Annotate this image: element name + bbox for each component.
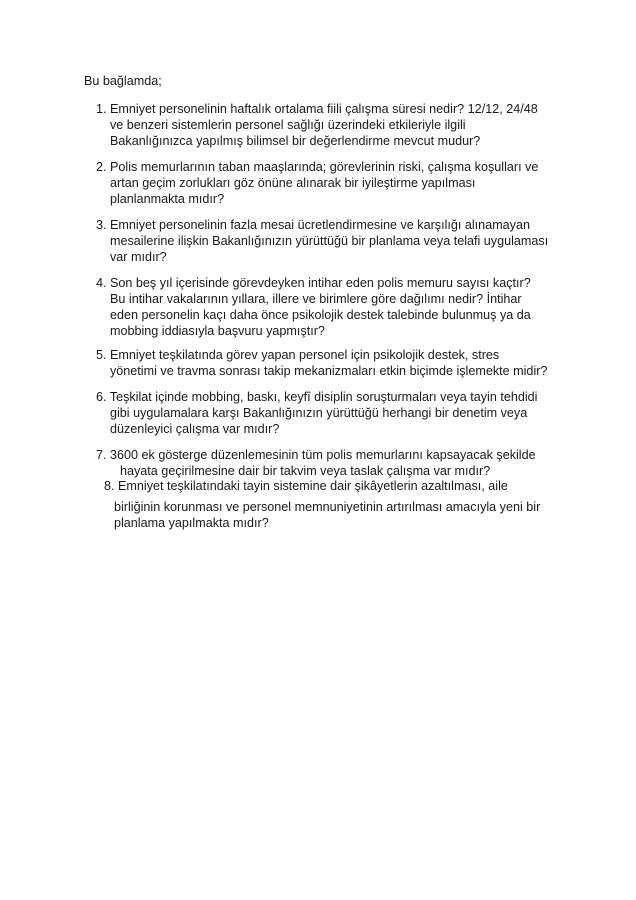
question-item-8 [104, 478, 508, 494]
question-item-4 [96, 275, 531, 339]
question-3-line-1: 3. Emniyet personelinin fazla mesai ücretlendirmesine ve karşılığı alınamayan [96, 218, 530, 232]
question-4-line-3: eden personelin kaçı daha önce psikolojik destek talebinde bulunmuş ya da [110, 308, 531, 322]
question-1-line-3: Bakanlığınızca yapılmış bilimsel bir değerlendirme mevcut mudur? [110, 134, 481, 148]
question-3-line-2: mesailerine ilişkin Bakanlığınızın yürüttüğü bir planlama veya telafi uygulaması [110, 234, 549, 248]
question-8-line-2: birliğinin korunması ve personel memnuniyetinin artırılması amacıyla yeni bir [114, 500, 541, 514]
question-7-line-1: 7. 3600 ek gösterge düzenlemesinin tüm polis memurlarını kapsayacak şekilde [96, 448, 536, 462]
question-2-line-2: artan geçim zorlukları göz önüne alınarak bir iyileştirme yapılması [110, 176, 476, 190]
question-1-line-2: ve benzeri sistemlerin personel sağlığı üzerindeki etkileriyle ilgili [110, 118, 466, 132]
question-4-line-2: Bu intihar vakalarının yıllara, illere ve birimlere göre dağılımı nedir? İntihar [110, 292, 522, 306]
question-item-3 [96, 217, 548, 265]
question-item-1 [96, 101, 538, 149]
question-3-line-3: var mıdır? [110, 250, 167, 264]
question-1-line-1: 1. Emniyet personelinin haftalık ortalama fiili çalışma süresi nedir? 12/12, 24/48 [96, 102, 538, 116]
question-item-6 [96, 389, 537, 437]
question-item-8-continuation [114, 499, 540, 531]
question-item-2 [96, 159, 538, 207]
question-item-7 [96, 447, 536, 479]
question-item-5 [96, 347, 547, 379]
question-4-line-1: 4. Son beş yıl içerisinde görevdeyken intihar eden polis memuru sayısı kaçtır? [96, 276, 531, 290]
question-5-line-2: yönetimi ve travma sonrası takip mekanizmaları etkin biçimde işlemekte midir? [110, 364, 548, 378]
question-6-line-1: 6. Teşkilat içinde mobbing, baskı, keyfî disiplin soruşturmaları veya tayin tehdidi [96, 390, 538, 404]
question-8-line-3: planlama yapılmakta mıdır? [114, 516, 269, 530]
question-8-line-1: 8. Emniyet teşkilatındaki tayin sistemine dair şikâyetlerin azaltılması, aile [104, 479, 508, 493]
question-6-line-2: gibi uygulamalara karşı Bakanlığınızın yürüttüğü herhangi bir denetim veya [110, 406, 528, 420]
question-2-line-1: 2. Polis memurlarının taban maaşlarında; görevlerinin riski, çalışma koşulları ve [96, 160, 539, 174]
question-4-line-4: mobbing iddiasıyla başvuru yapmıştır? [110, 324, 325, 338]
question-7-line-2: hayata geçirilmesine dair bir takvim veya taslak çalışma var mıdır? [120, 464, 491, 478]
question-6-line-3: düzenleyici çalışma var mıdır? [110, 422, 280, 436]
question-5-line-1: 5. Emniyet teşkilatında görev yapan personel için psikolojik destek, stres [96, 348, 500, 362]
question-2-line-3: planlanmakta mıdır? [110, 192, 225, 206]
intro-text: Bu bağlamda; [84, 74, 162, 88]
